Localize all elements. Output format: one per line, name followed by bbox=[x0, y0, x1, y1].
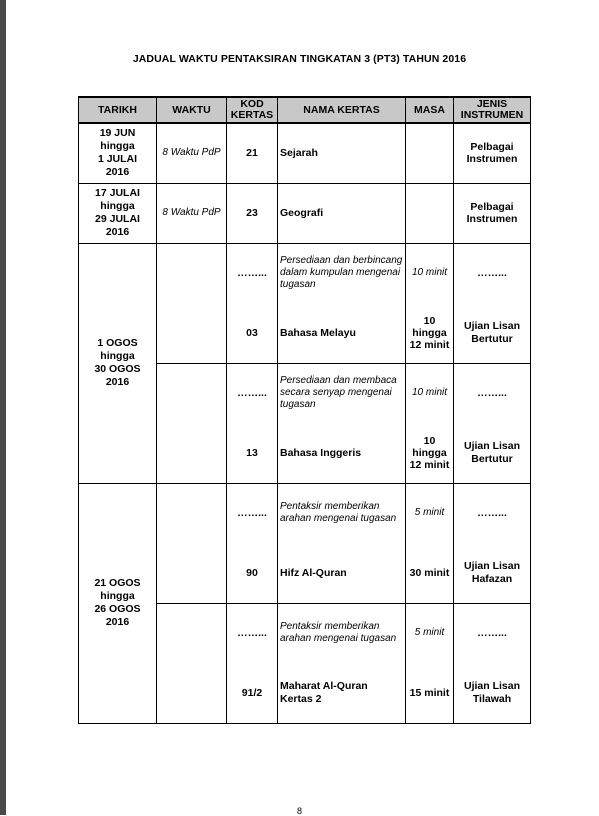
kod-cell: ……... bbox=[227, 603, 278, 663]
instrumen-cell: Pelbagai Instrumen bbox=[454, 123, 531, 183]
page-title: JADUAL WAKTU PENTAKSIRAN TINGKATAN 3 (PT3) TAHUN 2016 bbox=[132, 53, 467, 65]
header-jenis-instrumen: JENIS INSTRUMEN bbox=[454, 97, 531, 123]
waktu-cell bbox=[157, 603, 227, 723]
instrumen-cell: ……... bbox=[454, 363, 531, 423]
nama-cell: Bahasa Inggeris bbox=[278, 423, 406, 483]
kod-cell: 90 bbox=[227, 543, 278, 603]
table-row bbox=[79, 483, 531, 543]
kod-cell: ……... bbox=[227, 243, 278, 303]
nama-cell: Hifz Al-Quran bbox=[278, 543, 406, 603]
nama-cell: Bahasa Melayu bbox=[278, 303, 406, 363]
nama-cell: Pentaksir memberikan arahan mengenai tugasan bbox=[278, 483, 406, 543]
masa-cell: 10 hingga 12 minit bbox=[406, 423, 454, 483]
instrumen-cell: Pelbagai Instrumen bbox=[454, 183, 531, 243]
masa-cell: 10 minit bbox=[406, 243, 454, 303]
masa-cell: 10 hingga 12 minit bbox=[406, 303, 454, 363]
page-left-border bbox=[0, 0, 6, 815]
kod-cell: 21 bbox=[227, 123, 278, 183]
masa-cell: 10 minit bbox=[406, 363, 454, 423]
masa-cell: 15 minit bbox=[406, 663, 454, 723]
exam-schedule-table bbox=[78, 96, 531, 724]
nama-cell: Geografi bbox=[278, 183, 406, 243]
instrumen-cell: Ujian Lisan Bertutur bbox=[454, 423, 531, 483]
instrumen-cell: Ujian Lisan Hafazan bbox=[454, 543, 531, 603]
nama-cell: Persediaan dan berbincang dalam kumpulan mengenai tugasan bbox=[278, 243, 406, 303]
kod-cell: 23 bbox=[227, 183, 278, 243]
waktu-cell bbox=[157, 483, 227, 603]
header-masa: MASA bbox=[406, 97, 454, 123]
header-tarikh: TARIKH bbox=[79, 97, 157, 123]
masa-cell: 5 minit bbox=[406, 603, 454, 663]
instrumen-cell: ……... bbox=[454, 243, 531, 303]
date-cell: 17 JULAI hingga 29 JULAI 2016 bbox=[79, 183, 157, 243]
nama-cell: Sejarah bbox=[278, 123, 406, 183]
header-nama-kertas: NAMA KERTAS bbox=[278, 97, 406, 123]
waktu-cell bbox=[157, 363, 227, 483]
table-header-row bbox=[79, 97, 531, 123]
kod-cell: ……... bbox=[227, 483, 278, 543]
page-number: 8 bbox=[296, 806, 302, 816]
waktu-cell bbox=[157, 243, 227, 363]
nama-cell: Persediaan dan membaca secara senyap mengenai tugasan bbox=[278, 363, 406, 423]
kod-cell: ……... bbox=[227, 363, 278, 423]
header-kod-kertas: KOD KERTAS bbox=[227, 97, 278, 123]
header-waktu: WAKTU bbox=[157, 97, 227, 123]
nama-cell: Pentaksir memberikan arahan mengenai tugasan bbox=[278, 603, 406, 663]
masa-cell bbox=[406, 123, 454, 183]
instrumen-cell: Ujian Lisan Bertutur bbox=[454, 303, 531, 363]
date-cell: 1 OGOS hingga 30 OGOS 2016 bbox=[79, 243, 157, 483]
instrumen-cell: ……... bbox=[454, 483, 531, 543]
masa-cell bbox=[406, 183, 454, 243]
masa-cell: 30 minit bbox=[406, 543, 454, 603]
date-cell: 21 OGOS hingga 26 OGOS 2016 bbox=[79, 483, 157, 723]
table-row bbox=[79, 123, 531, 183]
kod-cell: 03 bbox=[227, 303, 278, 363]
nama-cell: Maharat Al-Quran Kertas 2 bbox=[278, 663, 406, 723]
waktu-cell: 8 Waktu PdP bbox=[157, 183, 227, 243]
instrumen-cell: Ujian Lisan Tilawah bbox=[454, 663, 531, 723]
table-row bbox=[79, 243, 531, 303]
masa-cell: 5 minit bbox=[406, 483, 454, 543]
instrumen-cell: ……... bbox=[454, 603, 531, 663]
kod-cell: 91/2 bbox=[227, 663, 278, 723]
table-row bbox=[79, 183, 531, 243]
waktu-cell: 8 Waktu PdP bbox=[157, 123, 227, 183]
kod-cell: 13 bbox=[227, 423, 278, 483]
date-cell: 19 JUN hingga 1 JULAI 2016 bbox=[79, 123, 157, 183]
